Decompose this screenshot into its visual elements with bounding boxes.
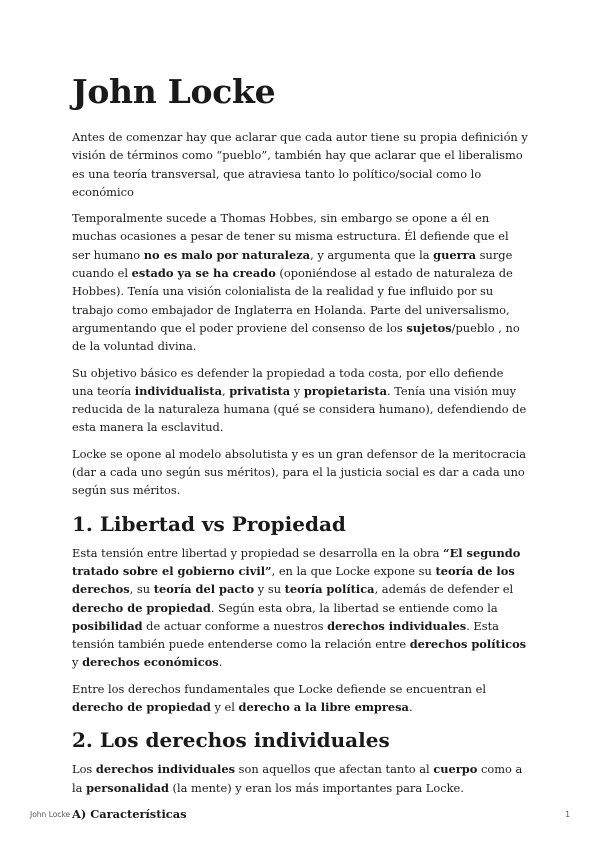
subsection-a-heading: A) Características bbox=[72, 806, 187, 821]
text-run: surge cuando el bbox=[72, 247, 513, 281]
text-run: Temporalmente sucede a Thomas Hobbes, sin embargo se opone a él en muchas ocasiones a pesar de tener su misma estructura. Él defiende que el ser humano bbox=[72, 211, 509, 262]
intro-paragraph-1 bbox=[72, 128, 528, 201]
section-1-paragraph-1 bbox=[72, 544, 528, 672]
text-run: y el bbox=[210, 700, 239, 715]
text-run: /pueblo , no de la voluntad divina. bbox=[72, 320, 520, 354]
bold-text: personalidad bbox=[86, 780, 169, 795]
footer-title: John Locke bbox=[30, 810, 71, 819]
text-run: como a la bbox=[72, 762, 523, 795]
intro-paragraph-2 bbox=[72, 209, 528, 355]
section-1-paragraph-2 bbox=[72, 680, 528, 717]
text-run: Su objetivo básico es defender la propiedad a toda costa, por ello defiende una teoría bbox=[72, 365, 504, 398]
bold-text: cuerpo bbox=[433, 762, 478, 777]
bold-text: derecho de propiedad bbox=[72, 700, 211, 715]
text-run: , y argumenta que la bbox=[310, 247, 434, 262]
text-run: . Según esta obra, la libertad se entiende como la bbox=[210, 600, 498, 615]
text-run: son aquellos que afectan tanto al bbox=[235, 762, 434, 777]
bold-text: no es malo por naturaleza bbox=[143, 247, 311, 262]
page-title: John Locke bbox=[72, 72, 276, 111]
bold-text: derechos individuales bbox=[95, 762, 236, 777]
bold-text: derechos individuales bbox=[327, 618, 467, 633]
intro-paragraph-4 bbox=[72, 445, 528, 500]
bold-text: derechos económicos bbox=[82, 655, 219, 670]
bold-text: sujetos bbox=[406, 320, 452, 335]
bold-text: guerra bbox=[433, 247, 477, 262]
intro-paragraph-3 bbox=[72, 364, 528, 437]
text-run: , además de defender el bbox=[374, 582, 514, 597]
bold-text: derechos políticos bbox=[409, 637, 527, 652]
text-run: , su bbox=[129, 582, 154, 597]
text-run: Antes de comenzar hay que aclarar que cada autor tiene su propia definición y visión de términos como “pueblo”, también hay que aclarar que el liberalismo es una teoría transversal, que atraviesa tanto lo político/social como lo económico bbox=[72, 130, 528, 199]
text-run: . Esta tensión también puede entenderse como la relación entre bbox=[72, 618, 499, 652]
bold-text: teoría del pacto bbox=[153, 582, 255, 597]
section-1-heading: 1. Libertad vs Propiedad bbox=[72, 511, 346, 536]
bold-text: teoría de los derechos bbox=[72, 563, 515, 597]
text-run: Esta tensión entre libertad y propiedad se desarrolla en la obra bbox=[72, 545, 444, 560]
footer-page-number: 1 bbox=[565, 810, 570, 819]
bold-text: propietarista bbox=[303, 383, 387, 398]
bold-text: privatista bbox=[229, 383, 291, 398]
bold-text: derecho a la libre empresa bbox=[238, 700, 409, 715]
text-run: , bbox=[221, 383, 230, 398]
text-run: . bbox=[218, 655, 223, 670]
text-run: . Tenía una visión muy reducida de la naturaleza humana (qué se considera humano), defendiendo de esta manera la esclavitud. bbox=[72, 383, 527, 435]
text-run: . bbox=[408, 700, 413, 715]
text-run: y bbox=[72, 655, 83, 670]
document-page bbox=[72, 72, 528, 823]
intro-section bbox=[72, 128, 528, 500]
text-run: y bbox=[290, 383, 304, 398]
bold-text: teoría política bbox=[284, 582, 375, 597]
text-run: , en la que Locke expone su bbox=[271, 563, 436, 578]
text-run: de actuar conforme a nuestros bbox=[142, 618, 328, 633]
section-2-heading: 2. Los derechos individuales bbox=[72, 728, 390, 753]
text-run: y su bbox=[254, 582, 285, 597]
text-run: (oponiéndose al estado de naturaleza de Hobbes). Tenía una visión colonialista de la realidad y fue influido por su trabajo como embajador de Inglaterra en Holanda. Parte del universalismo, argumentando que el poder proviene del consenso de los bbox=[72, 266, 513, 335]
bold-text: derecho de propiedad bbox=[72, 600, 211, 615]
text-run: Entre los derechos fundamentales que Locke defiende se encuentran el bbox=[72, 681, 486, 696]
text-run: Locke se opone al modelo absolutista y es un gran defensor de la meritocracia (dar a cada uno según sus méritos), para el la justicia social es dar a cada uno según sus méritos. bbox=[72, 446, 527, 498]
text-run: Los bbox=[72, 762, 96, 777]
section-2-paragraph-1 bbox=[72, 760, 528, 797]
bold-text: individualista bbox=[134, 383, 222, 398]
bold-text: posibilidad bbox=[72, 618, 143, 633]
bold-text: “El segundo tratado sobre el gobierno civil” bbox=[72, 545, 521, 578]
bold-text: estado ya se ha creado bbox=[131, 266, 276, 281]
text-run: (la mente) y eran los más importantes para Locke. bbox=[168, 780, 464, 795]
